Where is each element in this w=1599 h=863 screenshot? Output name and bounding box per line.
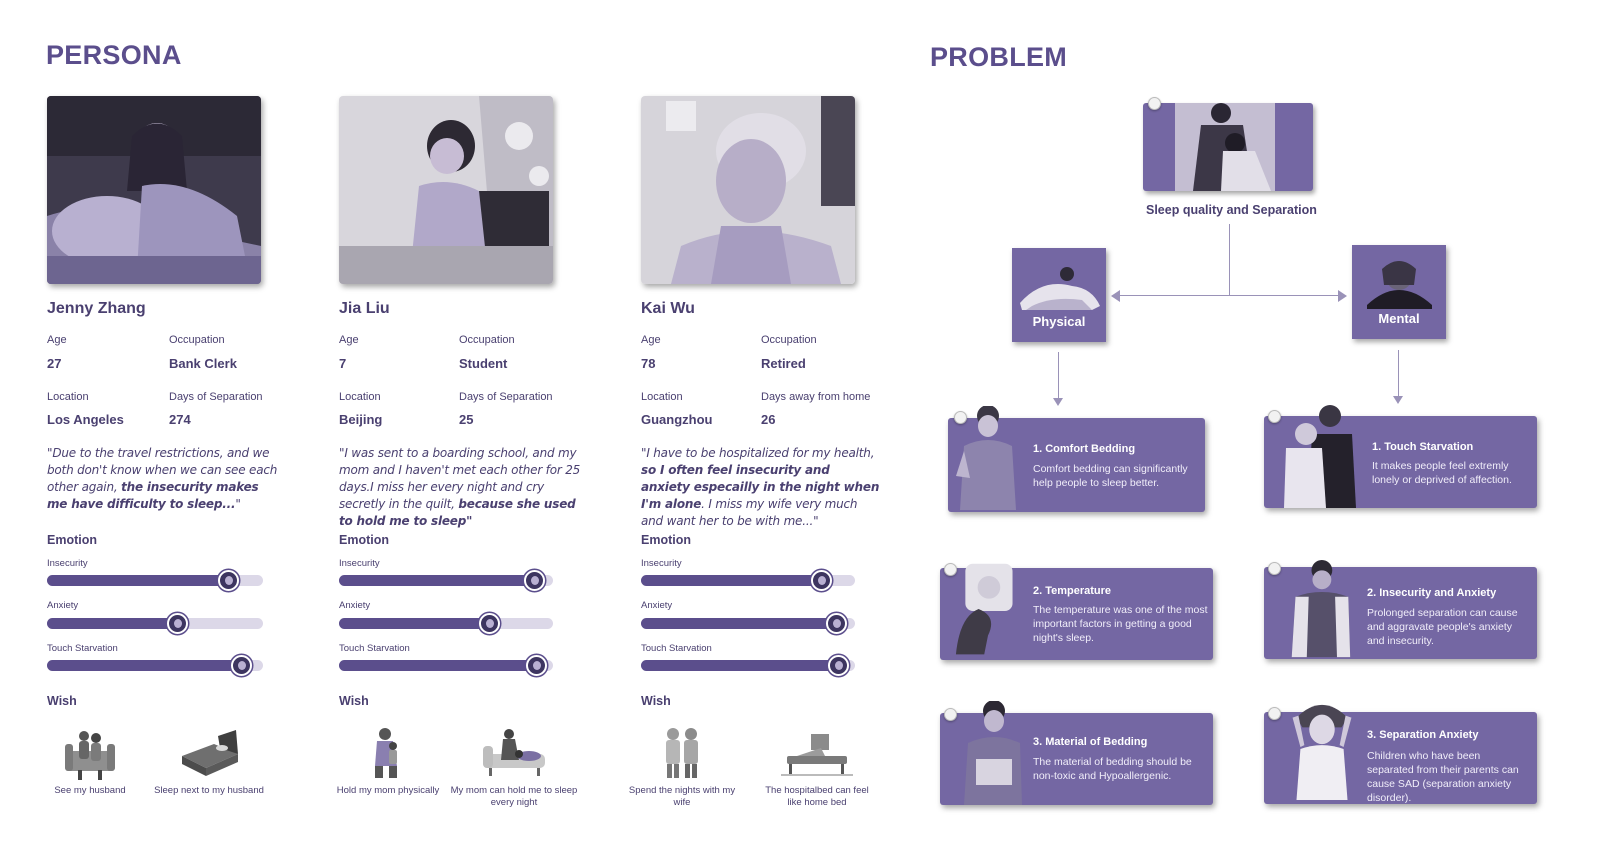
wish-item: My mom can hold me to sleep every night [449,726,579,809]
persona-quote: "I have to be hospitalized for my health, so I often feel insecurity and anxiety especailly in the night when I'm alone. I miss my wife very much and want her to be with me..." [641,446,880,528]
connector-line [1058,352,1059,400]
days-value: 25 [459,412,474,427]
wish-label: Wish [47,694,77,708]
wish-item: See my husband [25,726,155,797]
wish-item: The hospitalbed can feel like home bed [762,726,872,809]
occupation-label: Occupation [169,334,225,346]
card-description: Children who have been separated from their parents can cause SAD (separation anxiety disorder). [1367,750,1519,804]
slider-avatar-icon[interactable] [167,613,188,634]
bar-label-touch-starvation: Touch Starvation [339,643,410,654]
location-label: Location [641,391,683,403]
anxiety-slider[interactable] [339,618,553,629]
mom-hold-sleep-icon [479,726,549,781]
age-label: Age [641,334,661,346]
card-description: The temperature was one of the most important factors in getting a good night's sleep. [1033,604,1208,644]
hospital-bed-icon [781,726,853,781]
problem-card-temperature [940,568,1213,660]
couple-hugging-image [1143,103,1313,191]
card-title: 2. Temperature [1033,585,1112,597]
days-value: 274 [169,412,191,427]
persona-photo [47,96,261,284]
connector-line [1118,295,1340,296]
persona-photo [641,96,855,284]
bar-label-insecurity: Insecurity [47,558,88,569]
slider-avatar-icon[interactable] [826,613,847,634]
persona-photo [339,96,553,284]
age-value: 7 [339,356,347,371]
persona-heading: PERSONA [46,40,182,70]
location-value: Los Angeles [47,412,124,427]
days-label: Days of Separation [169,391,263,403]
card-title: 2. Insecurity and Anxiety [1367,587,1497,599]
card-title: 3. Material of Bedding [1033,736,1148,748]
wish-item: Hold my mom physically [323,726,453,797]
connector-line [1398,350,1399,398]
couple-meeting-icon [60,726,120,781]
age-label: Age [339,334,359,346]
bar-label-touch-starvation: Touch Starvation [47,643,118,654]
slider-avatar-icon[interactable] [479,613,500,634]
pushpin-icon [1268,707,1281,720]
problem-heading: PROBLEM [930,42,1068,72]
elderly-couple-icon [655,726,710,781]
touch-starvation-slider[interactable] [641,660,855,671]
slider-avatar-icon[interactable] [811,570,832,591]
bar-label-anxiety: Anxiety [339,600,371,611]
occupation-label: Occupation [459,334,515,346]
persona-name: Jenny Zhang [47,300,146,317]
pushpin-icon [944,708,957,721]
anxiety-slider[interactable] [47,618,263,629]
bar-label-insecurity: Insecurity [339,558,380,569]
pushpin-icon [1268,410,1281,423]
mental-label: Mental [1378,311,1420,326]
persona-quote: "I was sent to a boarding school, and my mom and I haven't met each other for 25 days.I miss her every night and cry secretly in the quilt, because she used to hold me to sleep" [339,446,581,528]
slider-avatar-icon[interactable] [218,570,239,591]
problem-card-comfort-bedding [948,418,1205,512]
location-label: Location [47,391,89,403]
bar-label-insecurity: Insecurity [641,558,682,569]
occupation-value: Retired [761,356,806,371]
anxiety-slider[interactable] [641,618,855,629]
persona-quote: "Due to the travel restrictions, and we both don't know when we can see each other again, the insecurity makes me have difficulty to sleep..." [47,446,278,511]
thermostat-image [948,560,1028,660]
root-caption: Sleep quality and Separation [1146,203,1317,217]
age-value: 78 [641,356,656,371]
occupation-value: Bank Clerk [169,356,237,371]
days-value: 26 [761,412,776,427]
connector-line [1229,224,1230,295]
arrow-down-icon [1053,398,1063,406]
touch-starvation-slider[interactable] [47,660,263,671]
pushpin-icon [1148,97,1161,110]
persona-card-jenny [47,96,292,826]
location-value: Beijing [339,412,383,427]
touch-starvation-slider[interactable] [339,660,553,671]
insecurity-slider[interactable] [641,575,855,586]
age-value: 27 [47,356,62,371]
age-label: Age [47,334,67,346]
slider-avatar-icon[interactable] [524,570,545,591]
arrow-left-icon [1111,290,1120,302]
problem-card-touch-starvation [1264,416,1537,508]
hug-mom-icon [363,726,413,781]
slider-avatar-icon[interactable] [526,655,547,676]
pushpin-icon [954,411,967,424]
persona-card-jia [336,96,584,826]
distressed-child-image [1282,698,1362,802]
emotion-label: Emotion [47,533,97,547]
persona-name: Kai Wu [641,300,695,317]
insecurity-slider[interactable] [47,575,263,586]
arrow-down-icon [1393,396,1403,404]
slider-avatar-icon[interactable] [828,655,849,676]
bar-label-touch-starvation: Touch Starvation [641,643,712,654]
wish-item: Spend the nights with my wife [627,726,737,809]
pushpin-icon [1268,562,1281,575]
bar-label-anxiety: Anxiety [47,600,79,611]
man-reading-label-image [952,701,1032,807]
emotion-label: Emotion [641,533,691,547]
persona-card-kai [628,96,886,826]
emotion-label: Emotion [339,533,389,547]
slider-avatar-icon[interactable] [231,655,252,676]
card-description: The material of bedding should be non-toxic and Hypoallergenic. [1033,756,1192,782]
physical-label: Physical [1032,314,1086,329]
couple-embrace-image [1278,404,1358,510]
card-description: Prolonged separation can cause and aggravate people's anxiety and insecurity. [1367,607,1518,647]
wish-item: Sleep next to my husband [144,726,274,797]
wish-label: Wish [641,694,671,708]
location-label: Location [339,391,381,403]
root-problem-note [1143,103,1313,191]
insecurity-slider[interactable] [339,575,553,586]
days-label: Days of Separation [459,391,553,403]
problem-card-material-of-bedding [940,713,1213,805]
card-description: Comfort bedding can significantly help people to sleep better. [1033,463,1188,489]
occupation-label: Occupation [761,334,817,346]
card-title: 1. Comfort Bedding [1033,443,1136,455]
wish-label: Wish [339,694,369,708]
pushpin-icon [944,563,957,576]
occupation-value: Student [459,356,508,371]
problem-card-separation-anxiety [1264,712,1537,804]
arrow-right-icon [1338,290,1347,302]
persona-name: Jia Liu [339,300,390,317]
anxious-man-image [1280,559,1360,659]
card-description: It makes people feel extremly lonely or deprived of affection. [1372,460,1512,486]
card-title: 1. Touch Starvation [1372,441,1474,453]
days-label: Days away from home [761,391,871,403]
problem-card-insecurity-and-anxiety [1264,567,1537,659]
bed-icon [174,726,244,781]
bar-label-anxiety: Anxiety [641,600,673,611]
card-title: 3. Separation Anxiety [1367,729,1479,741]
location-value: Guangzhou [641,412,713,427]
